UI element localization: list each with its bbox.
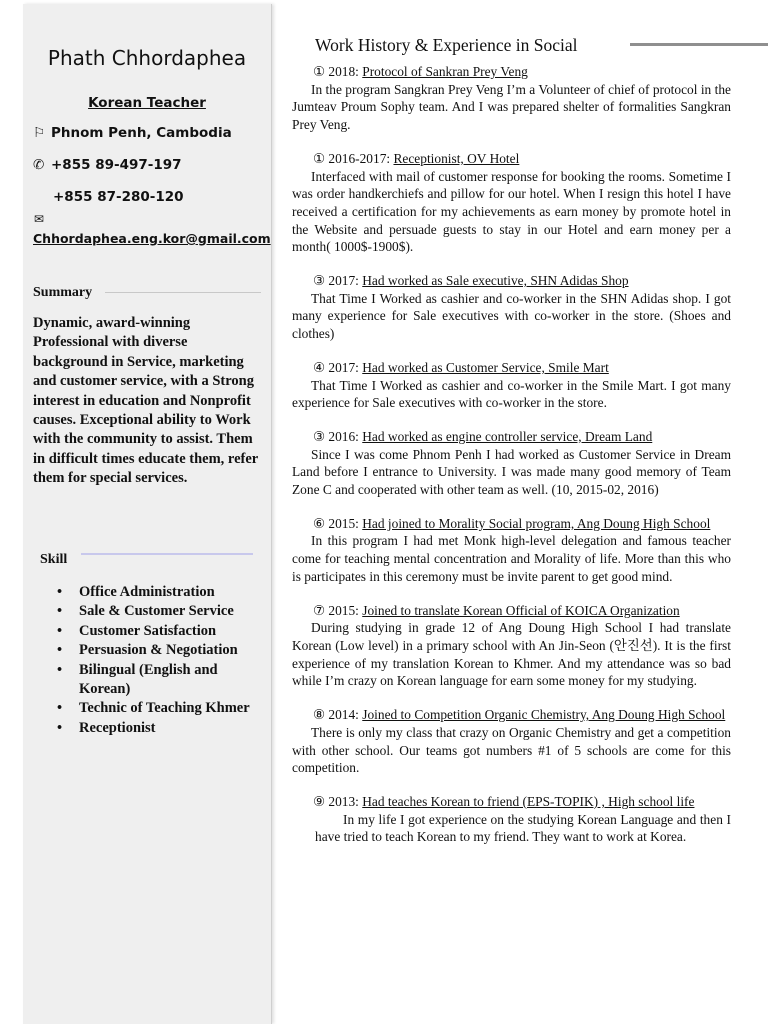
skill-divider	[81, 553, 253, 555]
entry-title: ③ 2017: Had worked as Sale executive, SHN Adidas Shop	[313, 273, 629, 289]
entry-body: In this program I had met Monk high-level delegation and famous teacher come for teaching mental concentration and Morality of life. More than this who is participates in this ceremony must be invite parent to get good mind.	[292, 533, 731, 584]
skill-item: • Office Administration	[57, 584, 215, 600]
work-entry	[292, 428, 731, 499]
entry-title: ④ 2017: Had worked as Customer Service, Smile Mart	[313, 359, 609, 375]
skill-item: • Persuasion & Negotiation	[57, 642, 238, 659]
entry-title: ⑨ 2013: Had teaches Korean to friend (EPS-TOPIK) , High school life	[313, 793, 695, 809]
phone-number-2: +855 87-280-120	[53, 189, 184, 205]
entry-body: Interfaced with mail of customer response for booking the rooms. Sometime I was order handkerchiefs and pillow for our hotel. When I resign this hotel I have received a certification for my achievements as earn money by promote hotel in the Website and persuade guests to stay in our Hotel and earn money per a month( 1000$-1900$).	[292, 168, 731, 255]
sidebar	[23, 4, 272, 1024]
summary-divider	[105, 292, 261, 293]
entry-body: That Time I Worked as cashier and co-worker in the Smile Mart. I got many experience for Sale executives with co-worker in the store.	[292, 377, 731, 411]
flag-icon: ⚐	[33, 125, 46, 141]
work-entry	[292, 706, 731, 777]
entry-title: ① 2018: Protocol of Sankran Prey Veng	[313, 64, 528, 79]
work-history-heading: Work History & Experience in Social	[315, 35, 578, 55]
entry-title: ③ 2016: Had worked as engine controller service, Dream Land	[313, 428, 653, 444]
skill-item: • Receptionist	[57, 719, 156, 736]
phone-number-1: +855 89-497-197	[51, 157, 182, 173]
summary-heading: Summary	[33, 285, 93, 300]
entry-title: ⑦ 2015: Joined to translate Korean Official of KOICA Organization	[313, 602, 680, 618]
phone-line-1	[33, 157, 182, 173]
entry-body: There is only my class that crazy on Organic Chemistry and get a competition with other school. Our teams got numbers #1 of 5 schools are come for this competition.	[292, 724, 731, 776]
summary-text: Dynamic, award-winning Professional with diverse background in Service, marketing and customer service, with a Strong interest in education and Nonprofit causes. Exceptional ability to Work with the community to assist. Them in difficult times educate them, refer them for special services.	[33, 315, 258, 487]
entry-body: In the program Sangkran Prey Veng I’m a Volunteer of chief of protocol in the Jumteav Proum Sophy team. And I was prepared shelter of formalities Sangkran Prey Veng.	[292, 81, 731, 133]
work-entry	[292, 359, 731, 412]
entry-body: In my life I got experience on the studying Korean Language and then I have tried to teach Korean to my friend. They want to work at Korea.	[315, 811, 731, 845]
envelope-icon: ✉	[34, 212, 45, 226]
job-title: Korean Teacher	[88, 95, 206, 111]
work-entry	[292, 602, 731, 691]
email-link[interactable]: Chhordaphea.eng.kor@gmail.com	[33, 231, 271, 246]
entry-body: Since I was come Phnom Penh I had worked as Customer Service in Dream Land before I entrance to University. I was made many good memory of Team Zone C and cooperated with other team as well. (10, 2015-02, 2016)	[292, 446, 731, 498]
work-entry	[292, 793, 731, 846]
work-entry	[292, 63, 731, 134]
skill-item: • Bilingual (English and Korean)	[57, 661, 218, 698]
location-text: Phnom Penh, Cambodia	[51, 125, 232, 141]
work-entry	[292, 150, 731, 256]
entry-title: ⑥ 2015: Had joined to Morality Social program, Ang Doung High School	[313, 515, 711, 531]
entry-body: During studying in grade 12 of Ang Doung High School I had translate Korean (Low level) in a primary school with An Jin-Seon (안진선). It is the first experience of my translation Korean to Khmer. And my attendance was so bad while I’m crazy on Korean language for earn some money for my studying.	[292, 620, 731, 689]
entry-body: That Time I Worked as cashier and co-worker in the SHN Adidas shop. I got many experience for Sale executives with co-worker in the store. (Shoes and clothes)	[292, 290, 731, 342]
skill-item: • Customer Satisfaction	[57, 622, 217, 639]
work-entry	[292, 272, 731, 343]
location-line	[33, 125, 232, 141]
entry-title: ① 2016-2017: Receptionist, OV Hotel	[313, 150, 520, 166]
work-history	[292, 34, 731, 846]
phone-icon: ✆	[33, 157, 45, 173]
candidate-name: Phath Chhordaphea	[47, 46, 247, 70]
skill-item: • Technic of Teaching Khmer	[57, 700, 250, 717]
skill-list	[57, 583, 257, 738]
work-entry	[292, 515, 731, 586]
entry-title: ⑧ 2014: Joined to Competition Organic Chemistry, Ang Doung High School	[313, 707, 726, 723]
skill-item: • Sale & Customer Service	[57, 603, 234, 620]
phone-line-2	[53, 189, 184, 205]
skill-heading: Skill	[40, 552, 68, 567]
